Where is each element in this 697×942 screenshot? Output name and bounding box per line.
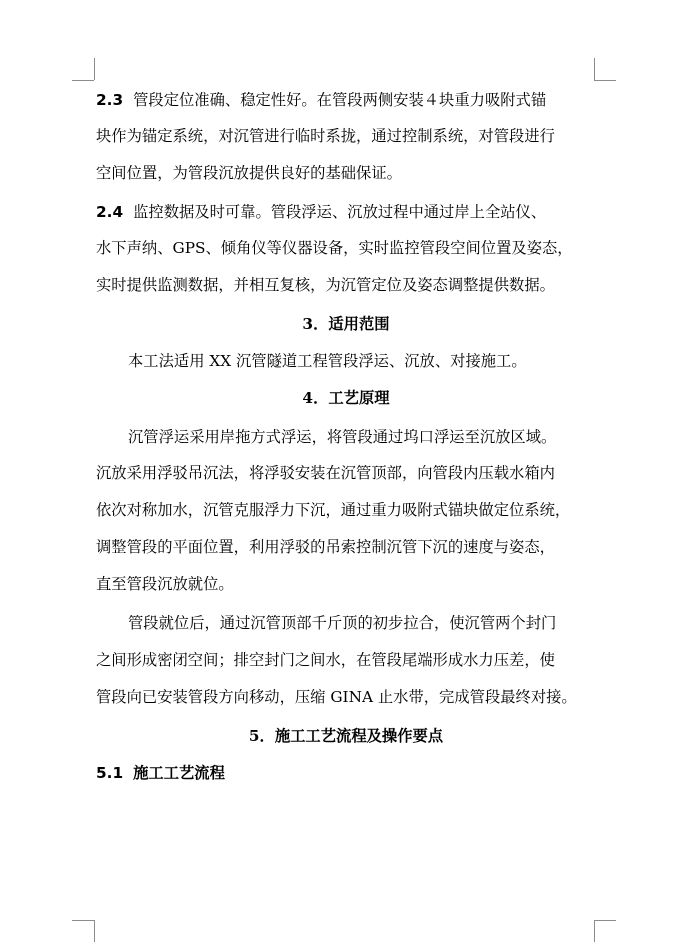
paragraph-4b-line-3: 管段向已安装管段方向移动，压缩 GINA 止水带，完成管段最终对接。	[96, 688, 577, 706]
paragraph-4b-line-1: 管段就位后，通过沉管顶部千斤顶的初步拉合，使沉管两个封门	[128, 614, 557, 632]
section-number: 2.4	[96, 203, 124, 221]
paragraph-text: 监控数据及时可靠。管段浮运、沉放过程中通过岸上全站仪、	[133, 203, 547, 221]
paragraph-4a-line-4: 调整管段的平面位置，利用浮驳的吊索控制沉管下沉的速度与姿态，	[96, 538, 555, 556]
paragraph-4a-line-5: 直至管段沉放就位。	[96, 575, 234, 593]
paragraph-2-4-line-1	[96, 202, 596, 222]
paragraph-4b-line-2: 之间形成密闭空间；排空封门之间水，在管段尾端形成水力压差，使	[96, 651, 555, 669]
paragraph-2-4-line-2: 水下声纳、GPS、倾角仪等仪器设备，实时监控管段空间位置及姿态，	[96, 239, 573, 257]
paragraph-text: 管段定位准确、稳定性好。在管段两侧安装４块重力吸附式锚	[133, 91, 547, 109]
paragraph-2-3-line-1	[96, 90, 596, 110]
paragraph-4a-line-1: 沉管浮运采用岸拖方式浮运，将管段通过坞口浮运至沉放区域。	[128, 428, 557, 446]
paragraph-2-3-line-2: 块作为锚定系统，对沉管进行临时系拢，通过控制系统，对管段进行	[96, 127, 555, 145]
paragraph-4a-line-2: 沉放采用浮驳吊沉法，将浮驳安装在沉管顶部，向管段内压载水箱内	[96, 464, 555, 482]
section-number: 5.1	[96, 764, 124, 782]
heading-text: 施工工艺流程	[133, 764, 225, 782]
paragraph-2-4-line-3: 实时提供监测数据，并相互复核，为沉管定位及姿态调整提供数据。	[96, 276, 555, 294]
section-number: 2.3	[96, 91, 124, 109]
heading-4: 4．工艺原理	[302, 389, 390, 407]
heading-5-1	[96, 763, 596, 783]
paragraph-2-3-line-3: 空间位置，为管段沉放提供良好的基础保证。	[96, 164, 402, 182]
paragraph-4a-line-3: 依次对称加水，沉管克服浮力下沉，通过重力吸附式锚块做定位系统，	[96, 501, 571, 519]
heading-3: 3．适用范围	[302, 315, 390, 333]
paragraph-3: 本工法适用 XX 沉管隧道工程管段浮运、沉放、对接施工。	[128, 352, 527, 370]
heading-5: 5．施工工艺流程及操作要点	[248, 727, 444, 745]
